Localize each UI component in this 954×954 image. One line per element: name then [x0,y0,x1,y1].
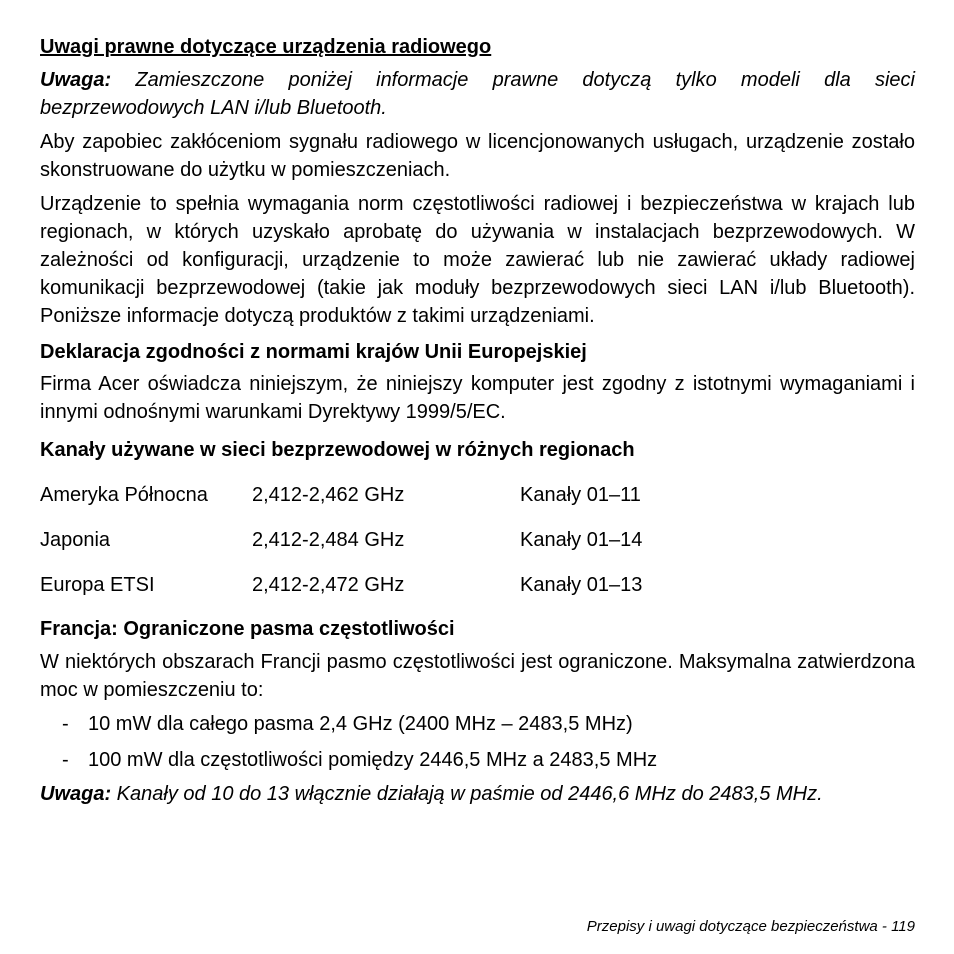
table-row [40,518,915,563]
note-paragraph [40,66,915,122]
paragraph-2: Urządzenie to spełnia wymagania norm częstotliwości radiowej i bezpieczeństwa w krajach lub regionach, w których uzyskało aprobatę do używania w instalacjach bezprzewodowych. W zależności od konfiguracji, urządzenie to może zawierać lub nie zawierać układy radiowej komunikacji bezprzewodowej (takie jak moduły bezprzewodowych sieci LAN i/lub Bluetooth). Poniższe informacje dotyczą produktów z takimi urządzeniami. [40,193,915,327]
document-page [40,34,915,810]
eu-heading: Deklaracja zgodności z normami krajów Unii Europejskiej [40,341,587,363]
table-row [40,563,915,608]
region-cell: Europa ETSI [40,574,155,596]
list-item-text: 10 mW dla całego pasma 2,4 GHz (2400 MHz – 2483,5 MHz) [88,713,633,735]
frequency-cell: 2,412-2,484 GHz [252,529,405,551]
frequency-cell: 2,412-2,462 GHz [252,484,405,506]
note-text: Kanały od 10 do 13 włącznie działają w paśmie od 2446,6 MHz do 2483,5 MHz. [111,783,823,805]
channels-table [40,473,915,608]
note-label: Uwaga: [40,69,112,91]
channels-cell: Kanały 01–11 [520,484,641,506]
region-cell: Japonia [40,529,111,551]
region-cell: Ameryka Północna [40,484,208,506]
power-limits-list [40,706,915,778]
note-text: Zamieszczone poniżej informacje prawne dotyczą tylko modeli dla sieci bezprzewodowych LAN i/lub Bluetooth. [40,69,915,119]
paragraph-1: Aby zapobiec zakłóceniom sygnału radiowego w licencjonowanych usługach, urządzenie zostało skonstruowane do użytku w pomieszczeniach. [40,131,915,181]
channels-cell: Kanały 01–14 [520,529,643,551]
table-row [40,473,915,518]
bullet-marker: - [62,713,69,735]
list-item [40,706,915,742]
eu-paragraph: Firma Acer oświadcza niniejszym, że niniejszy komputer jest zgodny z istotnymi wymaganiami i innymi odnośnymi warunkami Dyrektywy 1999/5/EC. [40,373,915,423]
list-item [40,742,915,778]
france-note-paragraph [40,778,915,810]
channels-cell: Kanały 01–13 [520,574,643,596]
list-item-text: 100 mW dla częstotliwości pomiędzy 2446,5 MHz a 2483,5 MHz [88,749,658,771]
france-heading: Francja: Ograniczone pasma częstotliwości [40,618,455,640]
note-label: Uwaga: [40,783,112,805]
page-footer: Przepisy i uwagi dotyczące bezpieczeństwa - 119 [586,918,915,935]
bullet-marker: - [62,749,69,771]
france-paragraph: W niektórych obszarach Francji pasmo częstotliwości jest ograniczone. Maksymalna zatwierdzona moc w pomieszczeniu to: [40,651,915,701]
section-title: Uwagi prawne dotyczące urządzenia radiowego [40,36,492,58]
channels-heading: Kanały używane w sieci bezprzewodowej w różnych regionach [40,439,635,461]
frequency-cell: 2,412-2,472 GHz [252,574,405,596]
